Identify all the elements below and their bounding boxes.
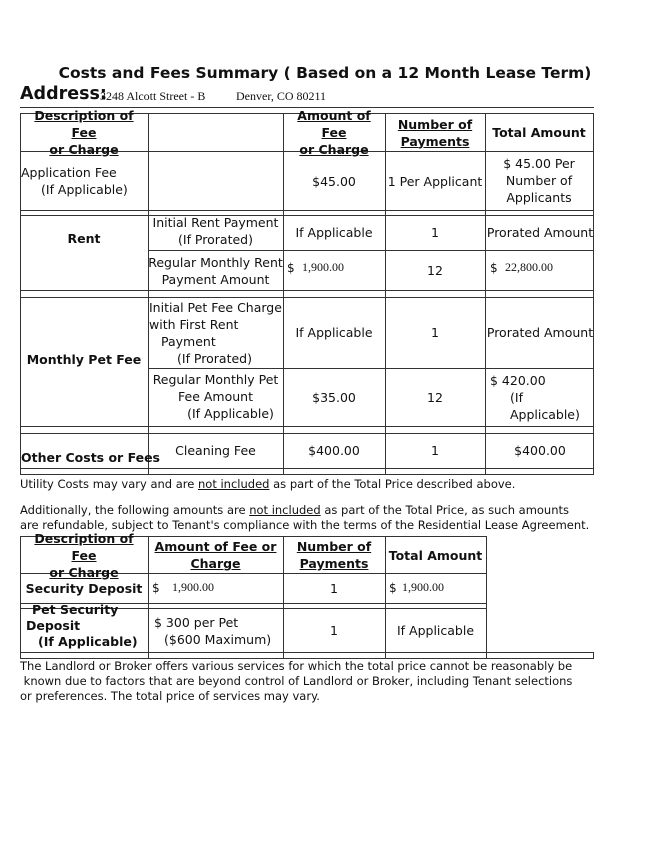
security-deposit-label-text: Security Deposit: [25, 581, 143, 596]
application-fee-l1: Application Fee: [21, 165, 117, 180]
pet-security-label-l1: Pet Security: [32, 602, 119, 617]
deposit-header-description-l2: or Charge: [49, 564, 119, 580]
cleaning-fee-payments: [385, 434, 485, 466]
initial-pet-fee-payments: [385, 297, 485, 368]
security-deposit-label: [20, 574, 148, 603]
header-amount: [283, 108, 385, 157]
security-deposit-payments-text: 1: [330, 581, 338, 596]
regular-rent-amount: 1,900.00: [302, 260, 344, 274]
header-description: [20, 108, 148, 157]
application-fee-total-l3: Applicants: [506, 190, 572, 205]
regular-rent-dollar: $: [287, 261, 295, 275]
initial-pet-fee-total-text: Prorated Amount: [486, 325, 594, 340]
application-fee-amount-text: $45.00: [312, 173, 356, 189]
address-street: 3248 Alcott Street - B: [100, 89, 206, 103]
pet-security-payments: [283, 609, 385, 652]
application-fee-payments: [385, 152, 485, 210]
initial-rent-total: [486, 215, 594, 250]
additional-note-post: as part of the Total Price, as such amounts: [320, 503, 570, 517]
header-amount-l1: Amount of Fee: [297, 108, 371, 140]
security-deposit-payments: [283, 574, 385, 603]
other-costs-label: Other Costs or Fees: [21, 450, 160, 465]
initial-pet-fee-total: [486, 297, 594, 368]
regular-pet-fee-payments-text: 12: [427, 390, 443, 405]
security-deposit-dollar: $: [152, 581, 160, 595]
deposit-header-amount: [148, 537, 283, 573]
initial-pet-fee-l2: with First Rent: [149, 317, 239, 332]
cleaning-fee-amount: [283, 434, 385, 466]
deposit-header-description: [20, 530, 148, 580]
pet-security-amount-l2: ($600 Maximum): [164, 631, 272, 647]
header-total-label: Total Amount: [492, 125, 586, 140]
initial-rent-l2: (If Prorated): [178, 232, 253, 247]
regular-rent-l1: Regular Monthly Rent: [148, 254, 283, 270]
cleaning-fee-total: [486, 434, 594, 466]
cleaning-fee-amount-text: $400.00: [308, 442, 360, 458]
pet-security-total: [385, 609, 486, 652]
cleaning-fee-payments-text: 1: [431, 442, 439, 458]
regular-pet-fee-payments: [385, 369, 485, 426]
initial-rent-payments-text: 1: [431, 225, 439, 240]
regular-rent-payments-text: 12: [427, 263, 443, 278]
cleaning-fee-description: [148, 434, 283, 466]
initial-pet-fee-l1: Initial Pet Fee Charge: [149, 300, 282, 315]
regular-rent-total-dollar: $: [490, 261, 498, 275]
cleaning-fee-total-text: $400.00: [514, 442, 566, 458]
regular-rent-l2: Payment Amount: [161, 271, 270, 287]
deposit-header-total: [385, 537, 486, 573]
additional-note-underlined: not included: [249, 503, 321, 517]
initial-pet-fee-amount: [283, 297, 385, 368]
utility-note-pre: Utility Costs may vary and are: [20, 477, 198, 491]
application-fee-l2: (If Applicable): [41, 182, 128, 197]
application-fee-total-l2: Number of: [505, 173, 573, 188]
header-description-l2: or Charge: [49, 142, 119, 157]
utility-note-underlined: not included: [198, 477, 270, 491]
application-fee-total: [485, 151, 593, 210]
cleaning-fee-text: Cleaning Fee: [175, 442, 256, 458]
footer-l1: The Landlord or Broker offers various services for which the total price cannot be reasonably be: [20, 659, 573, 673]
utility-note: [20, 477, 515, 492]
security-deposit-total-dollar: $: [389, 581, 397, 595]
application-fee-amount: [283, 152, 385, 210]
pet-fee-label-text: Monthly Pet Fee: [26, 351, 142, 367]
deposit-header-amount-l2: Charge: [190, 556, 241, 571]
application-fee-payments-text: 1 Per Applicant: [387, 173, 483, 189]
initial-pet-fee-l3: Payment: [161, 334, 216, 349]
pet-security-total-text: If Applicable: [396, 623, 475, 638]
initial-rent-l1: Initial Rent Payment: [152, 215, 279, 230]
initial-pet-fee-amount-text: If Applicable: [295, 325, 373, 340]
footer-l3: or preferences. The total price of services may vary.: [20, 689, 320, 703]
application-fee-description: [21, 152, 148, 210]
regular-pet-fee-description: [148, 369, 283, 423]
security-deposit-total: 1,900.00: [402, 580, 444, 594]
pet-security-deposit-label: [26, 600, 148, 652]
regular-pet-fee-l3: (If Applicable): [187, 405, 274, 421]
regular-rent-description: [148, 252, 283, 289]
header-payments-l1: Number of: [397, 116, 473, 132]
additional-note-pre: Additionally, the following amounts are: [20, 503, 250, 517]
deposit-header-total-label: Total Amount: [388, 547, 483, 563]
pet-security-amount-l1: $ 300 per Pet: [154, 614, 239, 630]
initial-rent-amount: [283, 215, 385, 250]
regular-pet-fee-l2: Fee Amount: [178, 388, 253, 404]
deposit-header-payments-l1: Number of: [296, 539, 372, 554]
security-deposit-amount: 1,900.00: [172, 580, 214, 594]
header-total: [485, 114, 593, 151]
pet-security-amount: [154, 609, 283, 652]
regular-pet-fee-l1: Regular Monthly Pet: [152, 371, 279, 387]
rent-label-text: Rent: [67, 230, 101, 246]
initial-rent-amount-text: If Applicable: [295, 225, 373, 240]
regular-pet-fee-amount: [283, 369, 385, 426]
deposit-header-amount-l1: Amount of Fee or: [154, 539, 277, 554]
regular-pet-fee-total: [490, 369, 594, 426]
initial-rent-total-text: Prorated Amount: [486, 225, 594, 240]
pet-fee-label: [20, 350, 148, 368]
deposit-header-payments: [283, 537, 385, 573]
address-label: Address:: [20, 84, 107, 104]
deposit-header-payments-l2: Payments: [299, 556, 369, 571]
header-payments: [385, 114, 485, 151]
footer-l2: known due to factors that are beyond control of Landlord or Broker, including Tenant selections: [20, 674, 573, 688]
regular-rent-payments: [385, 252, 485, 289]
additional-note-l2: are refundable, subject to Tenant's compliance with the terms of the Residential Lease Agreement.: [20, 518, 590, 532]
initial-pet-fee-payments-text: 1: [431, 325, 439, 340]
page-title: Costs and Fees Summary ( Based on a 12 Month Lease Term): [58, 64, 592, 82]
header-amount-l2: or Charge: [299, 142, 369, 157]
address-city: Denver, CO 80211: [236, 89, 327, 103]
regular-pet-fee-total-l1: $ 420.00: [490, 373, 546, 388]
pet-security-label-l2: Deposit: [26, 618, 81, 633]
initial-pet-fee-l4: (If Prorated): [177, 351, 252, 366]
initial-pet-fee-description: [149, 298, 283, 368]
deposit-header-description-l1: Description of Fee: [34, 530, 134, 563]
pet-security-label-l3: (If Applicable): [38, 634, 138, 649]
utility-note-post: as part of the Total Price described above.: [269, 477, 516, 491]
rent-label: [20, 229, 148, 247]
header-payments-l2: Payments: [400, 133, 470, 149]
application-fee-total-l1: $ 45.00 Per: [503, 156, 575, 171]
initial-rent-description: [148, 212, 283, 250]
regular-pet-fee-total-l2: (If Applicable): [510, 390, 580, 422]
regular-pet-fee-amount-text: $35.00: [312, 390, 356, 405]
additional-note-l1: [20, 503, 569, 518]
pet-security-payments-text: 1: [330, 623, 338, 638]
header-description-l1: Description of Fee: [34, 108, 134, 140]
initial-rent-payments: [385, 215, 485, 250]
regular-rent-total: 22,800.00: [505, 260, 553, 274]
